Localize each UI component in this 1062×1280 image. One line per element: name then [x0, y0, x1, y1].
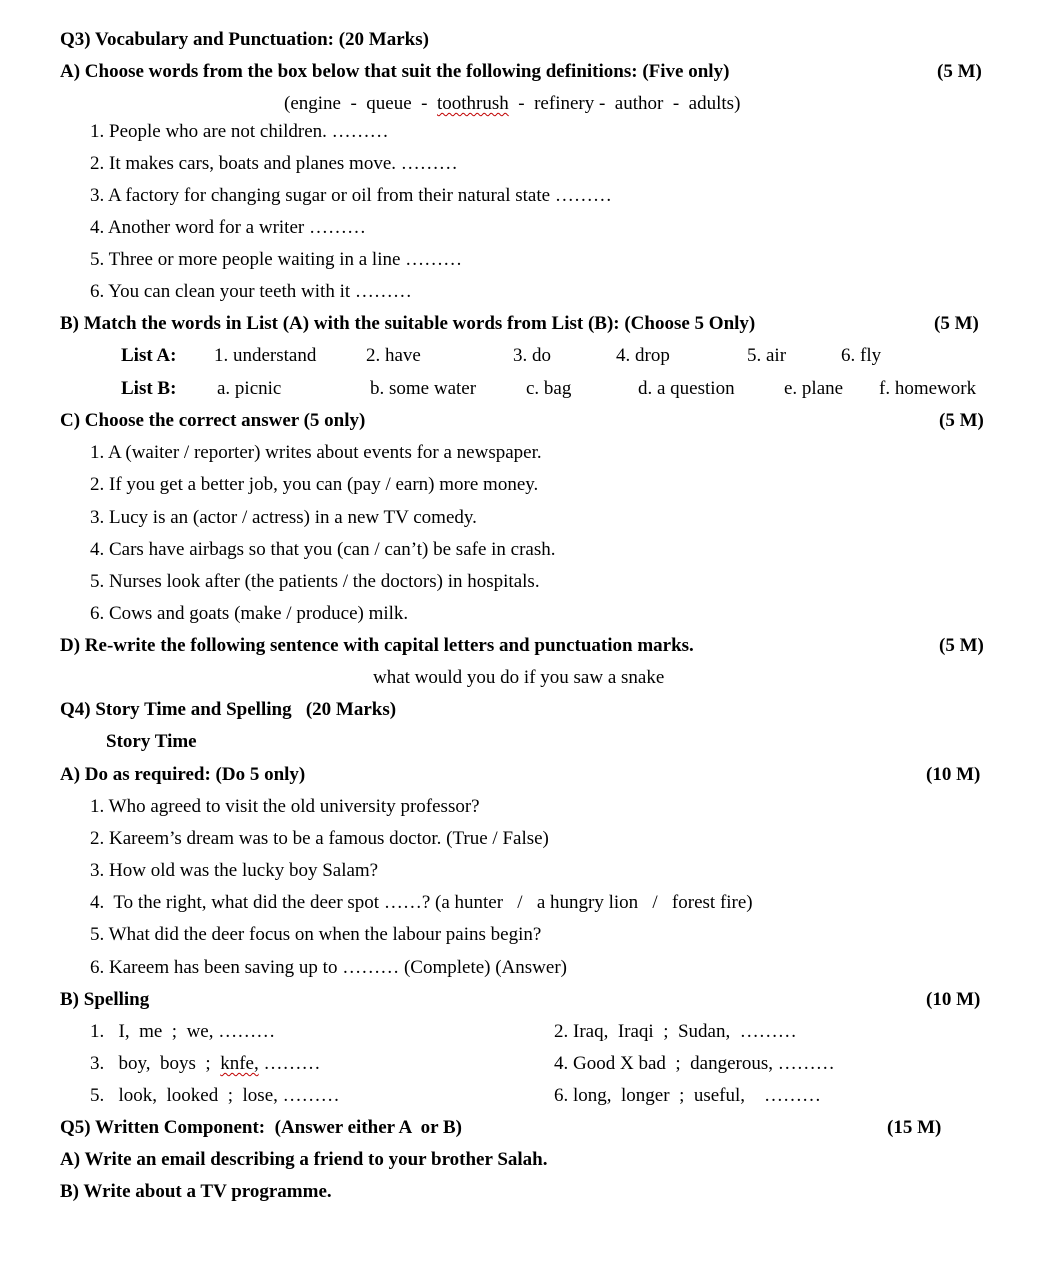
q3-title: Q3) Vocabulary and Punctuation: (20 Marks) [60, 29, 429, 50]
list-b-item: e. plane [784, 378, 844, 399]
q3a-item: 2. It makes cars, boats and planes move. ……… [90, 153, 458, 174]
q5-option-a: A) Write an email describing a friend to your brother Salah. [60, 1149, 548, 1170]
list-b-item: c. bag [526, 378, 572, 399]
spelling-item: 4. Good X bad ; dangerous, ……… [554, 1053, 835, 1074]
q4b-marks: (10 M) [926, 989, 981, 1010]
q3c-heading: C) Choose the correct answer (5 only) [60, 410, 366, 431]
q4a-item: 6. Kareem has been saving up to ……… (Complete) (Answer) [90, 957, 567, 978]
list-b-label: List B: [121, 378, 177, 399]
q4a-item: 3. How old was the lucky boy Salam? [90, 860, 379, 881]
spelling-item [90, 1052, 320, 1076]
q3b-heading: B) Match the words in List (A) with the suitable words from List (B): (Choose 5 Only) [60, 313, 756, 334]
list-a-item: 1. understand [214, 345, 317, 366]
q3a-item: 1. People who are not children. ……… [90, 121, 389, 142]
spelling-item3-suffix: ……… [258, 1053, 321, 1074]
q3a-item: 5. Three or more people waiting in a line ……… [90, 249, 463, 270]
list-a-item: 2. have [366, 345, 421, 366]
list-b-item: a. picnic [217, 378, 282, 399]
q4b-heading: B) Spelling [60, 989, 150, 1010]
list-a-item: 6. fly [841, 345, 882, 366]
q3a-heading: A) Choose words from the box below that suit the following definitions: (Five only) [60, 61, 730, 82]
word-box-open: (engine - queue - [284, 93, 437, 114]
list-b-item: f. homework [879, 378, 977, 399]
spelling-item: 1. I, me ; we, ……… [90, 1021, 276, 1042]
spelling-item: 5. look, looked ; lose, ……… [90, 1085, 340, 1106]
q3b-marks: (5 M) [934, 313, 979, 334]
spelling-item3-misspelled: knfe, [220, 1053, 259, 1074]
list-a-item: 4. drop [616, 345, 670, 366]
q3c-marks: (5 M) [939, 410, 984, 431]
q3c-item: 1. A (waiter / reporter) writes about events for a newspaper. [90, 442, 542, 463]
list-b-item: d. a question [638, 378, 735, 399]
q4a-item: 2. Kareem’s dream was to be a famous doctor. (True / False) [90, 828, 549, 849]
q3d-marks: (5 M) [939, 635, 984, 656]
q3c-item: 3. Lucy is an (actor / actress) in a new TV comedy. [90, 507, 477, 528]
q4a-item: 5. What did the deer focus on when the labour pains begin? [90, 924, 542, 945]
q4-title: Q4) Story Time and Spelling (20 Marks) [60, 699, 397, 720]
q5-marks: (15 M) [887, 1117, 942, 1138]
q3a-item: 6. You can clean your teeth with it ……… [90, 281, 412, 302]
word-box-close: - refinery - author - adults) [508, 93, 741, 114]
rewrite-sentence: what would you do if you saw a snake [373, 667, 665, 688]
q5-title: Q5) Written Component: (Answer either A or B) [60, 1117, 462, 1138]
q4a-heading: A) Do as required: (Do 5 only) [60, 764, 306, 785]
q3a-marks: (5 M) [937, 61, 982, 82]
q4a-marks: (10 M) [926, 764, 981, 785]
q5-option-b: B) Write about a TV programme. [60, 1181, 332, 1202]
q3a-item: 4. Another word for a writer ……… [90, 217, 366, 238]
q3c-item: 6. Cows and goats (make / produce) milk. [90, 603, 409, 624]
q4a-item: 4. To the right, what did the deer spot ……? (a hunter / a hungry lion / forest fire) [90, 892, 753, 913]
list-a-item: 5. air [747, 345, 787, 366]
list-a-label: List A: [121, 345, 177, 366]
q4a-item: 1. Who agreed to visit the old university professor? [90, 796, 480, 817]
q3a-item: 3. A factory for changing sugar or oil from their natural state ……… [90, 185, 612, 206]
spelling-item3-prefix: 3. boy, boys ; [90, 1053, 221, 1074]
spelling-item: 2. Iraq, Iraqi ; Sudan, ……… [554, 1021, 797, 1042]
q3c-item: 5. Nurses look after (the patients / the doctors) in hospitals. [90, 571, 540, 592]
q3c-item: 4. Cars have airbags so that you (can / can’t) be safe in crash. [90, 539, 556, 560]
story-time-subtitle: Story Time [106, 731, 197, 752]
word-box-misspelled: toothrush [437, 93, 509, 114]
spelling-item: 6. long, longer ; useful, ……… [554, 1085, 822, 1106]
q3d-heading: D) Re-write the following sentence with capital letters and punctuation marks. [60, 635, 694, 656]
list-b-item: b. some water [370, 378, 477, 399]
word-box [284, 92, 740, 116]
q3c-item: 2. If you get a better job, you can (pay / earn) more money. [90, 474, 539, 495]
list-a-item: 3. do [513, 345, 551, 366]
